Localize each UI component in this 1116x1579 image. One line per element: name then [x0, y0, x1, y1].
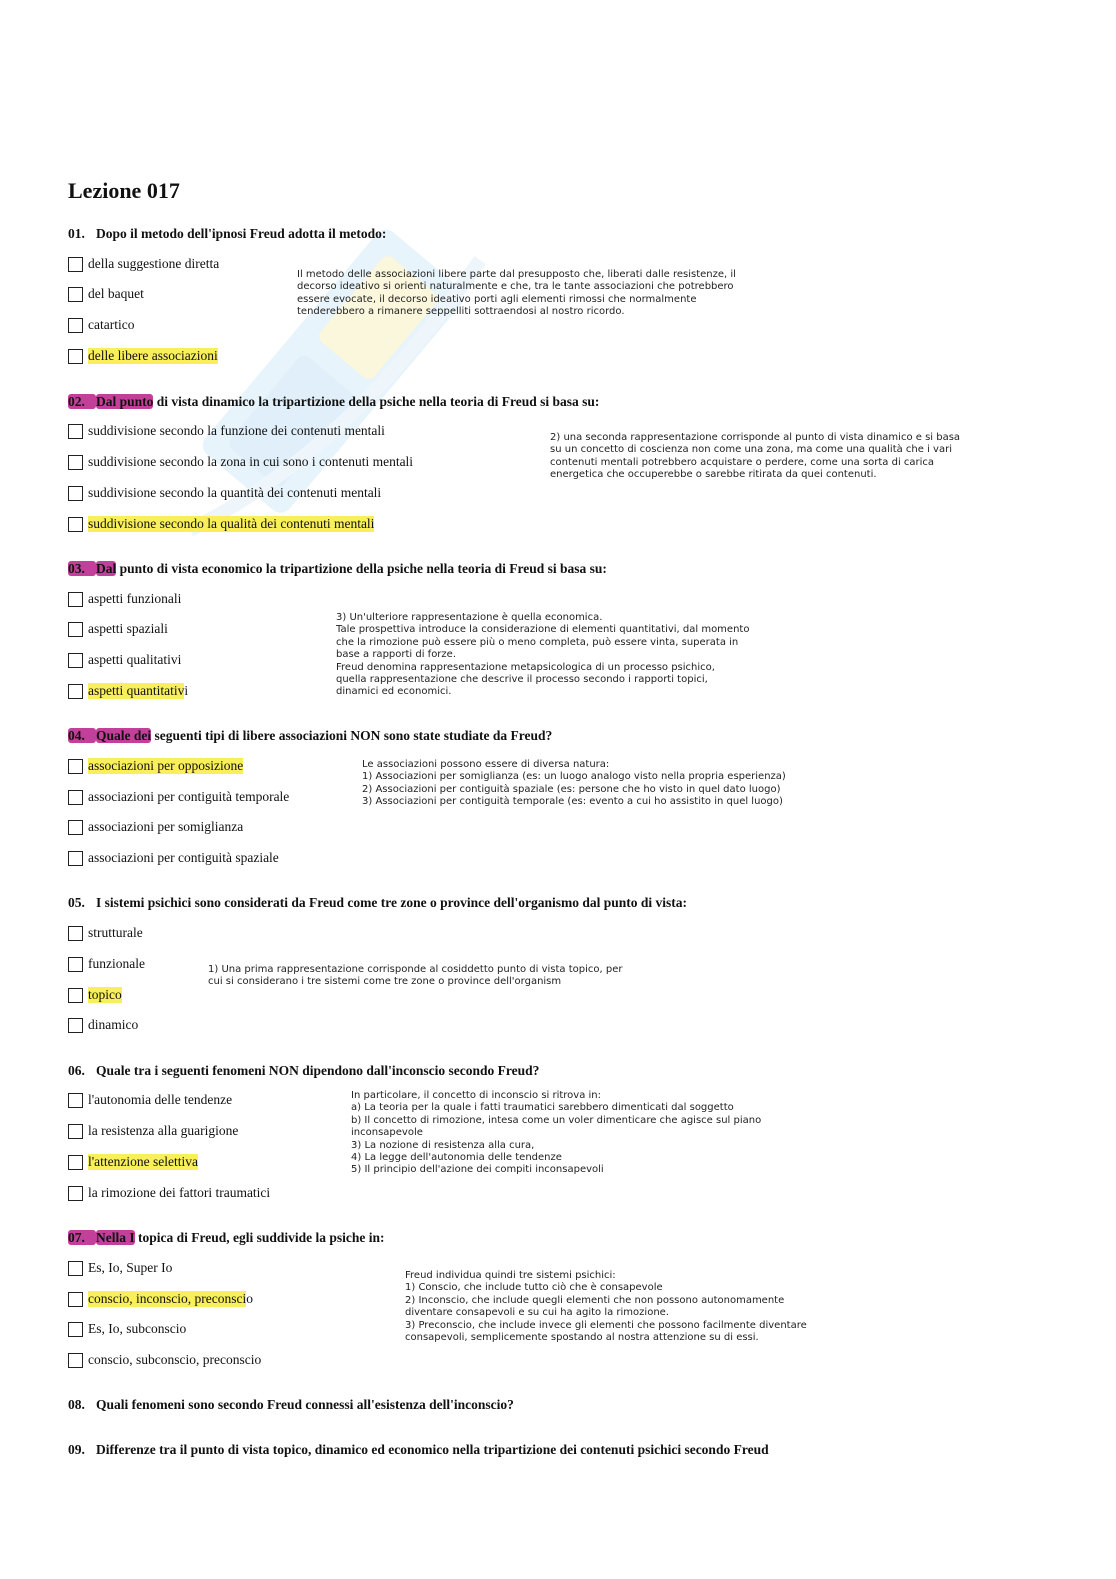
question-number: 06.	[68, 1063, 85, 1078]
option-label-tail: o	[246, 1291, 253, 1306]
question-heading	[68, 728, 552, 744]
option-label-tail: i	[184, 683, 189, 698]
answer-checkbox[interactable]	[68, 1093, 83, 1108]
correct-answer-highlight: l'attenzione selettiva	[88, 1154, 199, 1169]
answer-option	[68, 422, 385, 440]
question-heading	[68, 394, 599, 410]
question-heading	[68, 895, 687, 911]
answer-option-correct	[68, 757, 243, 775]
answer-option	[68, 620, 168, 638]
note-line: energetica che occuperebbe o sarebbe ritirata da quei contenuti.	[550, 469, 877, 481]
question-number: 08.	[68, 1397, 85, 1412]
question-highlight: Quale dei	[96, 728, 152, 743]
correct-answer-highlight: delle libere associazioni	[88, 348, 218, 363]
answer-checkbox[interactable]	[68, 759, 83, 774]
answer-option	[68, 590, 181, 608]
answer-checkbox[interactable]	[68, 1322, 83, 1337]
note-line: tenderebbero a rimanere seppelliti sottraendosi al nostro ricordo.	[297, 306, 625, 318]
note-line: Le associazioni possono essere di diversa natura:	[362, 759, 610, 770]
answer-checkbox[interactable]	[68, 424, 83, 439]
explanation-note	[297, 269, 736, 319]
answer-checkbox[interactable]	[68, 257, 83, 272]
answer-option	[68, 955, 145, 973]
question-number: 05.	[68, 895, 85, 910]
option-label: catartico	[88, 317, 135, 332]
answer-checkbox[interactable]	[68, 820, 83, 835]
note-line: decorso ideativo si orienti naturalmente e che, tra le tante associazioni che potrebbero	[297, 281, 734, 293]
option-label: associazioni per contiguità temporale	[88, 789, 290, 804]
option-label: associazioni per contiguità spaziale	[88, 850, 279, 865]
note-line: quella rappresentazione che descrive il processo secondo i rapporti topici,	[336, 674, 708, 686]
question-number: 02.	[68, 394, 96, 409]
answer-checkbox[interactable]	[68, 988, 83, 1003]
note-line: b) Il concetto di rimozione, intesa come un voler dimenticare che agisce sul piano	[351, 1114, 762, 1126]
answer-option	[68, 1351, 261, 1369]
note-line: contenuti mentali potrebbero acquistare o perdere, come una sorta di carica	[550, 456, 935, 468]
note-line: inconsapevole	[351, 1127, 423, 1139]
note-line: consapevoli, semplicemente spostando al nostra attenzione su di essi.	[405, 1332, 759, 1344]
answer-option	[68, 1122, 238, 1140]
answer-option	[68, 1016, 138, 1034]
note-line: su un concetto di coscienza non come una zona, ma come una qualità che i vari	[550, 444, 952, 456]
correct-answer-highlight: aspetti quantitativ	[88, 683, 185, 698]
note-line: In particolare, il concetto di inconscio si ritrova in:	[351, 1090, 602, 1101]
question-text: punto di vista economico la tripartizione della psiche nella teoria di Freud si basa su:	[116, 561, 607, 576]
question-heading	[68, 561, 607, 577]
question-highlight: Dal punto	[96, 394, 154, 409]
answer-checkbox[interactable]	[68, 318, 83, 333]
answer-checkbox[interactable]	[68, 1155, 83, 1170]
option-label: funzionale	[88, 956, 145, 971]
option-label: la rimozione dei fattori traumatici	[88, 1185, 271, 1200]
answer-checkbox[interactable]	[68, 1018, 83, 1033]
question-text: Quali fenomeni sono secondo Freud connessi all'esistenza dell'inconscio?	[96, 1397, 514, 1412]
note-line: 3) Preconscio, che include invece gli elementi che possono facilmente diventare	[405, 1319, 807, 1331]
answer-option	[68, 285, 144, 303]
option-label: della suggestione diretta	[88, 256, 220, 271]
answer-checkbox[interactable]	[68, 622, 83, 637]
question-text: Differenze tra il punto di vista topico, dinamico ed economico nella tripartizione dei contenuti psichici secondo Freud	[96, 1442, 769, 1457]
answer-option	[68, 924, 143, 942]
question-heading	[68, 1230, 385, 1246]
question-number: 09.	[68, 1442, 85, 1457]
answer-checkbox[interactable]	[68, 851, 83, 866]
question-number: 01.	[68, 226, 85, 241]
question-number: 07.	[68, 1230, 96, 1245]
option-label: la resistenza alla guarigione	[88, 1123, 239, 1138]
question-highlight: Dal	[96, 561, 117, 576]
note-line: essere evocate, il decorso ideativo porti agli elementi rimossi che normalmente	[297, 293, 697, 305]
question-text: seguenti tipi di libere associazioni NON sono state studiate da Freud?	[151, 728, 553, 743]
note-line: diventare consapevoli e su cui ha agito la rimozione.	[405, 1307, 669, 1319]
note-line: 1) Associazioni per somiglianza (es: un luogo analogo visto nella propria esperienza)	[362, 771, 786, 783]
note-line: Freud denomina rappresentazione metapsicologica di un processo psichico,	[336, 661, 715, 673]
option-label: suddivisione secondo la funzione dei contenuti mentali	[88, 423, 385, 438]
explanation-note	[550, 432, 960, 482]
answer-checkbox[interactable]	[68, 957, 83, 972]
question-text: I sistemi psichici sono considerati da Freud come tre zone o province dell'organismo dal punto di vista:	[96, 895, 688, 910]
lesson-title: Lezione 017	[68, 178, 180, 203]
option-label: associazioni per somiglianza	[88, 819, 244, 834]
answer-option	[68, 849, 279, 867]
correct-answer-highlight: associazioni per opposizione	[88, 758, 244, 773]
option-label: strutturale	[88, 925, 143, 940]
note-line: 3) Un'ulteriore rappresentazione è quella economica.	[336, 612, 603, 623]
note-line: Tale prospettiva introduce la considerazione di elementi quantitativi, dal momento	[336, 624, 750, 636]
answer-checkbox[interactable]	[68, 486, 83, 501]
question-text: di vista dinamico la tripartizione della psiche nella teoria di Freud si basa su:	[153, 394, 600, 409]
answer-checkbox[interactable]	[68, 1124, 83, 1139]
answer-checkbox[interactable]	[68, 1261, 83, 1276]
option-label: Es, Io, subconscio	[88, 1321, 187, 1336]
answer-option-correct	[68, 515, 374, 533]
note-line: 2) Inconscio, che include quegli elementi che non possono autonomamente	[405, 1294, 785, 1306]
explanation-note	[336, 612, 749, 699]
question-heading	[68, 1063, 539, 1079]
answer-option	[68, 1184, 270, 1202]
explanation-note	[405, 1270, 807, 1344]
answer-checkbox[interactable]	[68, 926, 83, 941]
note-line: base a rapporti di forze.	[336, 649, 456, 661]
note-line: cui si considerano i tre sistemi come tre zone o province dell'organism	[208, 976, 562, 988]
option-label: suddivisione secondo la quantità dei contenuti mentali	[88, 485, 382, 500]
option-label: aspetti funzionali	[88, 591, 182, 606]
answer-option	[68, 1091, 232, 1109]
answer-option	[68, 651, 181, 669]
question-text: Quale tra i seguenti fenomeni NON dipendono dall'inconscio secondo Freud?	[96, 1063, 540, 1078]
answer-checkbox[interactable]	[68, 653, 83, 668]
note-line: 2) una seconda rappresentazione corrisponde al punto di vista dinamico e si basa	[550, 432, 961, 443]
note-line: 1) Una prima rappresentazione corrisponde al cosiddetto punto di vista topico, per	[208, 964, 623, 975]
question-heading	[68, 226, 386, 242]
explanation-note	[362, 759, 786, 809]
answer-option	[68, 1320, 186, 1338]
option-label: del baquet	[88, 286, 144, 301]
note-line: che la rimozione può essere più o meno completa, può essere vinta, superata in	[336, 636, 739, 648]
note-line: 3) La nozione di resistenza alla cura,	[351, 1139, 535, 1151]
note-line: a) La teoria per la quale i fatti traumatici sarebbero dimenticati dal soggetto	[351, 1102, 734, 1114]
question-highlight: Nella I	[96, 1230, 135, 1245]
question-number: 04.	[68, 728, 96, 743]
answer-option-correct	[68, 347, 218, 365]
option-label: l'autonomia delle tendenze	[88, 1092, 233, 1107]
answer-checkbox[interactable]	[68, 1292, 83, 1307]
answer-option	[68, 484, 381, 502]
question-heading	[68, 1442, 769, 1458]
answer-option-correct	[68, 1290, 253, 1308]
answer-option	[68, 316, 134, 334]
answer-option-correct	[68, 682, 188, 700]
answer-checkbox[interactable]	[68, 349, 83, 364]
question-number: 03.	[68, 561, 96, 576]
answer-checkbox[interactable]	[68, 1353, 83, 1368]
note-line: dinamici ed economici.	[336, 686, 452, 698]
option-label: aspetti spaziali	[88, 621, 168, 636]
note-line: 1) Conscio, che include tutto ciò che è consapevole	[405, 1282, 663, 1294]
answer-checkbox[interactable]	[68, 287, 83, 302]
note-line: 3) Associazioni per contiguità temporale (es: evento a cui ho assistito in quel luogo)	[362, 796, 783, 808]
note-line: 4) La legge dell'autonomia delle tendenze	[351, 1152, 562, 1164]
question-text: topica di Freud, egli suddivide la psiche in:	[134, 1230, 385, 1245]
note-line: 2) Associazioni per contiguità spaziale (es: persone che ho visto in quel dato luogo)	[362, 783, 781, 795]
answer-checkbox[interactable]	[68, 517, 83, 532]
answer-option	[68, 453, 413, 471]
question-heading	[68, 1397, 514, 1413]
answer-option	[68, 818, 243, 836]
correct-answer-highlight: conscio, inconscio, preconsci	[88, 1291, 247, 1306]
answer-checkbox[interactable]	[68, 684, 83, 699]
correct-answer-highlight: suddivisione secondo la qualità dei contenuti mentali	[88, 516, 375, 531]
answer-checkbox[interactable]	[68, 592, 83, 607]
option-label: Es, Io, Super Io	[88, 1260, 173, 1275]
question-text: Dopo il metodo dell'ipnosi Freud adotta il metodo:	[96, 226, 387, 241]
explanation-note	[208, 964, 622, 989]
option-label: conscio, subconscio, preconscio	[88, 1352, 262, 1367]
option-label: dinamico	[88, 1017, 139, 1032]
answer-option	[68, 255, 219, 273]
answer-option	[68, 788, 289, 806]
option-label: aspetti qualitativi	[88, 652, 182, 667]
answer-option-correct	[68, 986, 122, 1004]
correct-answer-highlight: topico	[88, 987, 122, 1002]
note-line: Il metodo delle associazioni libere parte dal presupposto che, liberati dalle resistenze, il	[297, 269, 736, 280]
answer-option	[68, 1259, 172, 1277]
answer-option-correct	[68, 1153, 198, 1171]
answer-checkbox[interactable]	[68, 790, 83, 805]
answer-checkbox[interactable]	[68, 1186, 83, 1201]
answer-checkbox[interactable]	[68, 455, 83, 470]
note-line: 5) Il principio dell'azione dei compiti inconsapevoli	[351, 1164, 604, 1176]
note-line: Freud individua quindi tre sistemi psichici:	[405, 1270, 616, 1281]
explanation-note	[351, 1090, 761, 1177]
option-label: suddivisione secondo la zona in cui sono i contenuti mentali	[88, 454, 414, 469]
